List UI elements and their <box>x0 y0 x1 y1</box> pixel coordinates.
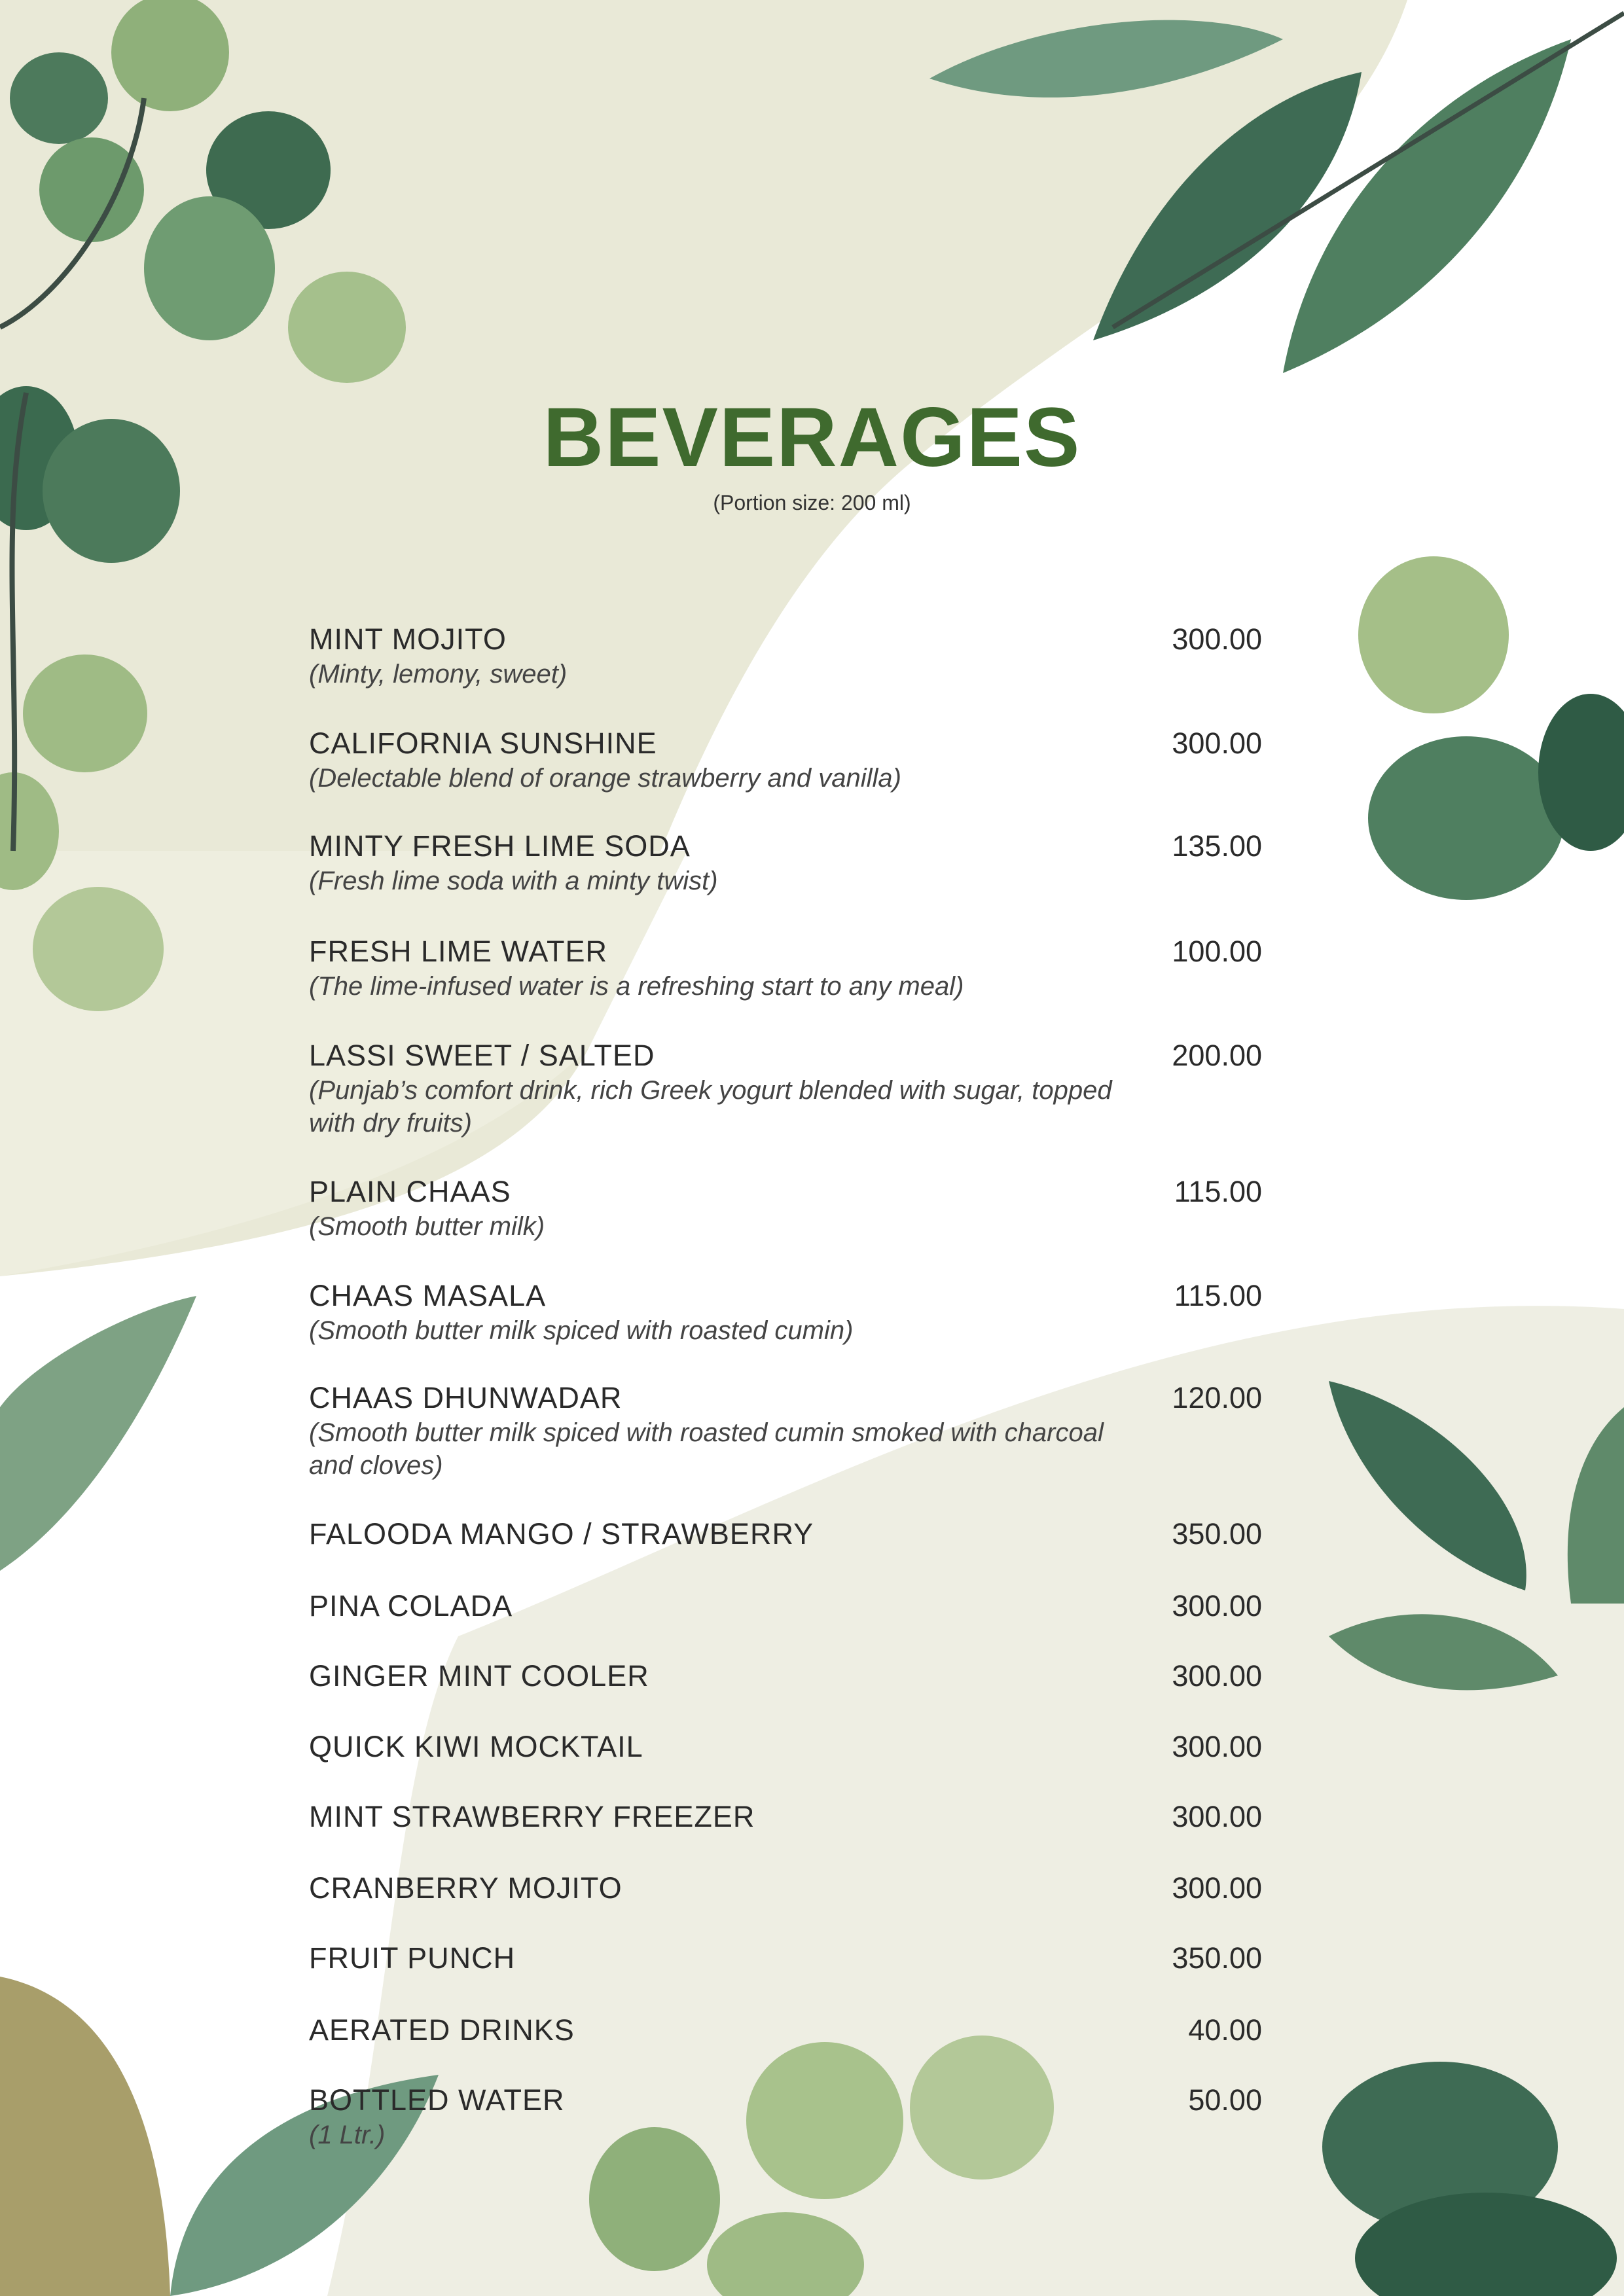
item-name: CHAAS DHUNWADAR <box>309 1381 623 1414</box>
leaf-decoration-right <box>1358 556 1624 900</box>
menu-item <box>309 1278 1262 1347</box>
menu-item <box>309 1037 1262 1139</box>
item-price: 300.00 <box>1172 1589 1262 1623</box>
item-description: (Smooth butter milk) <box>309 1212 545 1241</box>
item-name: CALIFORNIA SUNSHINE <box>309 726 657 760</box>
leaf-decoration-left-middle <box>0 1296 196 1571</box>
item-name: QUICK KIWI MOCKTAIL <box>309 1730 643 1763</box>
item-description: (Smooth butter milk spiced with roasted cumin smoked with charcoal and cloves) <box>309 1418 1104 1480</box>
item-price: 115.00 <box>1174 1279 1262 1312</box>
item-price: 50.00 <box>1188 2083 1262 2117</box>
item-price: 200.00 <box>1172 1039 1262 1072</box>
item-description: (The lime-infused water is a refreshing start to any meal) <box>309 972 964 1001</box>
menu-item <box>309 1380 1262 1482</box>
menu-item <box>309 2082 1262 2151</box>
item-price: 350.00 <box>1172 1941 1262 1975</box>
item-description: (Punjab’s comfort drink, rich Greek yogurt blended with sugar, topped with dry fruits) <box>309 1076 1112 1138</box>
item-price: 40.00 <box>1188 2013 1262 2047</box>
item-name: FALOODA MANGO / STRAWBERRY <box>309 1517 814 1551</box>
item-name: AERATED DRINKS <box>309 2013 575 2047</box>
menu-item <box>309 725 1262 795</box>
item-price: 300.00 <box>1172 622 1262 656</box>
item-description: (Smooth butter milk spiced with roasted cumin) <box>309 1316 854 1345</box>
item-price: 300.00 <box>1172 1871 1262 1905</box>
item-description: (Minty, lemony, sweet) <box>309 660 568 689</box>
menu-item <box>309 1588 1262 1624</box>
item-description: (1 Ltr.) <box>309 2121 386 2149</box>
menu-item <box>309 1516 1262 1552</box>
item-name: PLAIN CHAAS <box>309 1175 511 1208</box>
menu-item <box>309 1940 1262 1977</box>
item-name: FRUIT PUNCH <box>309 1941 516 1975</box>
page-title: BEVERAGES <box>543 391 1081 484</box>
item-price: 300.00 <box>1172 1730 1262 1763</box>
menu-item <box>309 828 1262 897</box>
item-name: MINT MOJITO <box>309 622 507 656</box>
item-price: 300.00 <box>1172 726 1262 760</box>
item-name: LASSI SWEET / SALTED <box>309 1039 655 1072</box>
item-name: CRANBERRY MOJITO <box>309 1871 623 1905</box>
menu-item <box>309 1799 1262 1835</box>
item-price: 300.00 <box>1172 1659 1262 1693</box>
item-name: BOTTLED WATER <box>309 2083 565 2117</box>
menu-item <box>309 933 1262 1003</box>
menu-item <box>309 621 1262 691</box>
item-name: GINGER MINT COOLER <box>309 1659 649 1693</box>
item-price: 350.00 <box>1172 1517 1262 1551</box>
item-name: CHAAS MASALA <box>309 1279 547 1312</box>
item-description: (Fresh lime soda with a minty twist) <box>309 867 718 895</box>
item-price: 100.00 <box>1172 935 1262 968</box>
menu-item <box>309 1658 1262 1695</box>
item-description: (Delectable blend of orange strawberry and vanilla) <box>309 764 901 793</box>
item-name: MINTY FRESH LIME SODA <box>309 829 691 863</box>
item-name: FRESH LIME WATER <box>309 935 608 968</box>
menu-item <box>309 1729 1262 1765</box>
item-name: PINA COLADA <box>309 1589 513 1623</box>
item-name: MINT STRAWBERRY FREEZER <box>309 1800 755 1833</box>
menu-item <box>309 2012 1262 2049</box>
menu-item <box>309 1174 1262 1243</box>
item-price: 135.00 <box>1172 829 1262 863</box>
portion-size-note: (Portion size: 200 ml) <box>713 491 911 514</box>
item-price: 300.00 <box>1172 1800 1262 1833</box>
menu-item <box>309 1870 1262 1907</box>
item-price: 120.00 <box>1172 1381 1262 1414</box>
item-price: 115.00 <box>1174 1175 1262 1208</box>
